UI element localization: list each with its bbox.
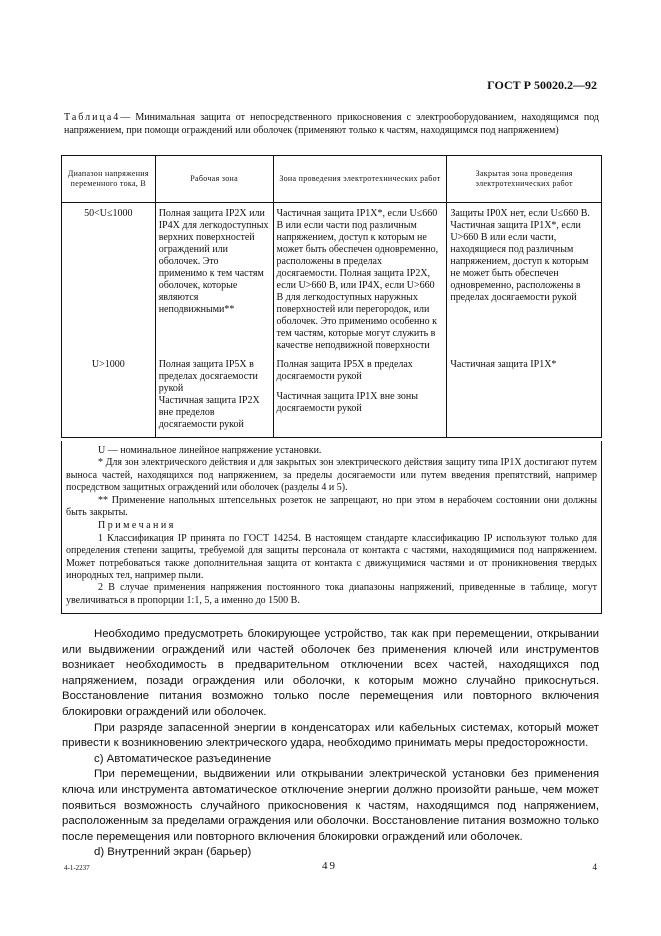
table-notes [61,441,602,614]
standard-number: ГОСТ Р 50020.2—92 [487,78,597,92]
spacer [277,383,444,391]
paragraph: При разряде запасенной энергии в конденсаторах или кабельных системах, который может привести к возникновению электрического удара, необходимо принимать меры предосторожности. [62,721,599,750]
table-header-row [62,156,602,203]
cell-electrical-zone [273,354,447,438]
subsection-heading-c: c) Автоматическое разъединение [94,752,272,765]
cell-range: 50<U≤1000 [62,203,156,355]
note-single-star: * Для зон электрического действия и для закрытых зон электрического действия защиту типа IP1X достигают путем выноса частей, находящихся под напряжением, за пределы досягаемости или путем введения препятствий, например посредством защитных ограждений или оболочек (разделы 4 и 5). [66,457,597,494]
header-closed-zone: Закрытая зона проведения электротехнических работ [447,156,602,203]
note-double-star: ** Применение напольных штепсельных розеток не запрещают, но при этом в нерабочем состоянии они должны быть закрыты. [66,494,597,519]
header-work-zone: Рабочая зона [155,156,273,203]
cell-work-zone-a: Полная защита IP5X в пределах досягаемости рукой [158,359,258,394]
protection-table [61,155,602,438]
table-caption [64,111,599,137]
cell-electrical-zone-b: Частичная защита IP1X вне зоны досягаемости рукой [276,391,418,414]
cell-closed-zone: Защиты IP0X нет, если U≤660 В. Частичная защита IP1X*, если U>660 В или если части, находящиеся под различным напряжением, доступ к которым не может быть обеспечен одновременно, расположены в пределах досягаемости рукой [447,203,602,355]
sheet-number: 4 [592,862,597,872]
note-u-definition: U — номинальное линейное напряжение установки. [98,445,322,456]
cell-work-zone [155,354,273,438]
table-row [62,354,602,438]
table-row [62,203,602,355]
cell-electrical-zone: Частичная защита IP1X*, если U≤660 В или если части под различным напряжением, доступ к которым не может быть обеспечен одновременно, расположены в пределах досягаемости. Полная защита IP2X, если U>660 В, или IP4X, если U>660 В для легкодоступных наружных поверхностей или перегородок, или оболочек. Это применимо особенно к тем частям, которые могут служить в качестве неподвижной поверхности [273,203,447,355]
table-caption-text: — Минимальная защита от непосредственного прикосновения с электрооборудованием, находящимся под напряжением, при помощи ограждений или оболочек (применяют только к частям, находящимся под напряжением) [64,112,599,136]
cell-range: U>1000 [62,354,156,438]
cell-work-zone: Полная защита IP2X или IP4X для легкодоступных верхних поверхностей ограждений или оболочек. Это применимо к тем частям оболочек, которые являются неподвижными** [155,203,273,355]
body-text [62,627,599,861]
table-label: Таблица4 [64,112,121,123]
cell-closed-zone: Частичная защита IP1X* [447,354,602,438]
print-code: 4-1-2237 [64,864,90,872]
subsection-heading-d: d) Внутренний экран (барьер) [94,846,252,859]
paragraph: Необходимо предусмотреть блокирующее устройство, так как при перемещении, открывании или выдвижении ограждений или частей оболочек без применения ключей или инструментов возникает необходимость в предварительном отключении всех частей, находящихся под напряжением, позади ограждения или оболочки, к которым можно случайно прикоснуться. Восстановление питания возможно только после перемещения или повторного включения блокировки ограждений или оболочек. [62,628,599,718]
note-2: 2 В случае применения напряжения постоянного тока диапазоны напряжений, приведенные в таблице, могут увеличиваться в пропорции 1:1, 5, а именно до 1500 В. [66,582,597,606]
notes-heading: Примечания [98,520,176,532]
note-1: 1 Классификация IP принята по ГОСТ 14254. В настоящем стандарте классификацию IP используют только для определения степени защиты, требуемой для защиты персонала от контакта с частями, находящимися под напряжением. Может потребоваться также дополнительная защита от контакта с движущимися частями и от проникновения твердых инородных тел, например пыли. [66,532,597,582]
page-number: 49 [322,860,337,872]
header-voltage-range: Диапазон напряжения переменного тока, В [62,156,156,203]
header-electrical-zone: Зона проведения электротехнических работ [273,156,447,203]
cell-work-zone-b: Частичная защита IP2X вне пределов досягаемости рукой [158,395,260,430]
cell-electrical-zone-a: Полная защита IP5X в пределах досягаемости рукой [276,359,413,382]
paragraph: При перемещении, выдвижении или открывании электрической установки без применения ключа или инструмента автоматическое отключение энергии должно произойти раньше, чем может появиться возможность случайного прикосновения к частям, находящимся под напряжением, расположенным за пределами ограждения или оболочки. Восстановление питания возможно только после перемещения или повторного включения блокировки ограждений или оболочек. [62,768,599,843]
